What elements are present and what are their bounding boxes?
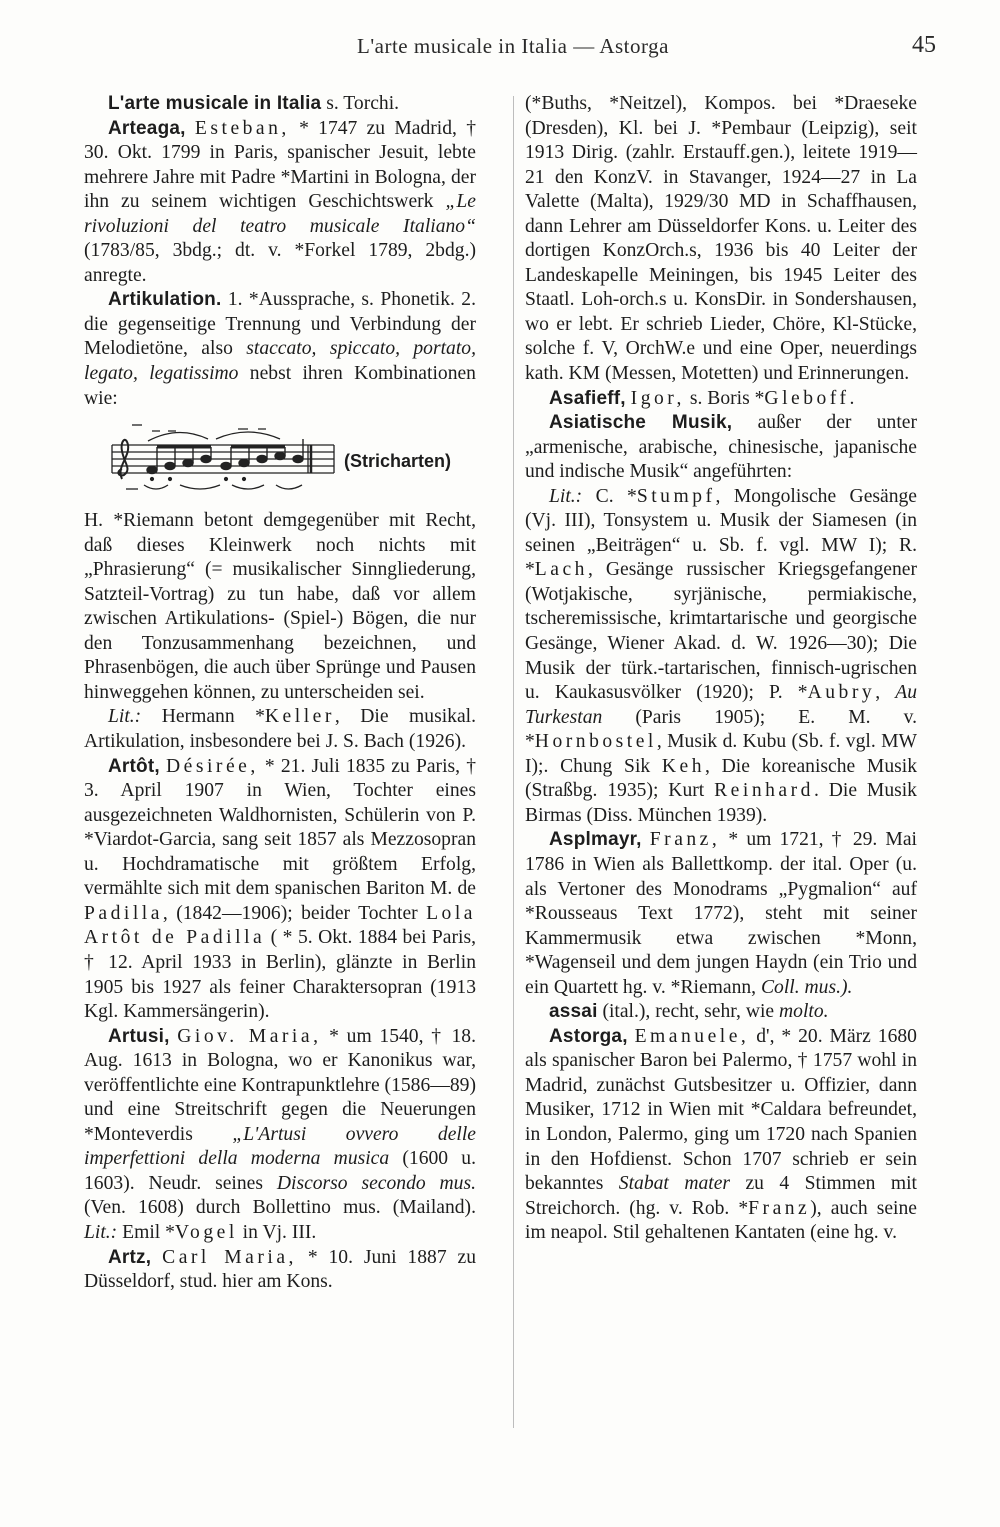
music-example-label: (Stricharten) [344, 450, 452, 471]
entry-text: (1600 u. 1603). Neudr. seines [84, 1148, 476, 1194]
headword-asplmayr: Asplmayr, [549, 829, 642, 851]
spaced-name: Keh [661, 755, 706, 777]
entry-text: außer der unter „armenische, arabische, chinesische, japanische und indische Musik“ angeführten: [525, 412, 917, 483]
headword-arte-musicale: L'arte musicale in Italia [108, 93, 322, 114]
headword-asiatische-musik: Asiatische Musik, [549, 412, 733, 434]
italic-title: „Le rivoluzioni del teatro musicale Italiano“ [84, 191, 476, 237]
entry-text: zu 4 Stimmen mit Streichorch. (hg. v. Rob. * [525, 1173, 917, 1219]
entry-arteaga [84, 117, 476, 289]
spaced-name: Carl Maria, [162, 1246, 297, 1268]
headword-arteaga: Arteaga, [108, 117, 186, 139]
entry-text: , Die musikal. Artikulation, insbesondere bei J. S. Bach (1926). [84, 706, 476, 753]
entry-text: , Musik d. Kubu (Sb. f. vgl. MW I);. Chung Sik [525, 731, 917, 777]
entry-text: (Ven. 1608) durch Bollettino mus. (Mailand). [84, 1197, 476, 1219]
entry-arte-musicale [84, 92, 476, 117]
spaced-name: Stumpf [636, 485, 716, 507]
headword-assai: assai [549, 1001, 598, 1023]
italic-title: Au Turkestan [525, 682, 917, 728]
entry-artusi [84, 1025, 476, 1246]
entry-text: Hermann * [141, 706, 265, 728]
headword-artot: Artôt, [108, 755, 160, 777]
entry-text: (Paris 1905); E. M. v. * [525, 706, 917, 753]
spaced-name: Gleboff [764, 387, 850, 409]
entry-artz [84, 1246, 476, 1295]
spaced-name: Emanuele, [634, 1025, 750, 1047]
entry-text: . [849, 387, 855, 409]
spaced-name: Padilla [84, 902, 163, 924]
spaced-name: Reinhard [714, 780, 814, 802]
music-example [84, 413, 476, 509]
spaced-name: Franz [748, 1197, 811, 1219]
entry-assai [525, 1000, 917, 1025]
entry-artz-continued: (*Buths, *Neitzel), Kompos. bei *Draeseke (Dresden), Kl. bei J. *Pembaur (Leipzig), seit 1913 Dirig. (zahlr. Erstauff.gen.), leitete 1919—21 den KonzV. in Stavanger, 1924—27 in La Valette (Malta), 1929/30 MD in Schaffhausen, dann Lehrer am Düsseldorfer Kons. u. Leiter des dortigen KonzOrch.s, 1936 bis 40 Leiter der Landeskapelle Meiningen, bis 1945 Leiter des Staatl. Loh-orch.s u. KonsDir. in Sondershausen, wo er lebt. Er schrieb Lieder, Chöre, Kl-Stücke, solche f. V, OrchW.e und eine Oper, neuerdings kath. KM (Messen, Motetten) und Erinnerungen. [525, 93, 917, 385]
entry-text: in Vj. III. [237, 1221, 317, 1243]
entry-text: d', * 20. März 1680 als spanischer Baron bei Palermo, † 1757 wohl in Madrid, zunächst Gutsbesitzer u. Offizier, dann Musiker, 1712 in Wien mit *Caldara befreundet, in London, Palermo, ging um 1720 nach Spanien in den Hofdienst. Schon 1707 schrieb er sein bekanntes [525, 1025, 917, 1195]
italic-title: Stabat mater [618, 1173, 731, 1195]
spaced-name: Hornbostel [534, 731, 657, 753]
spaced-name: Giov. Maria, [177, 1025, 322, 1047]
italic-term: molto. [779, 1001, 829, 1023]
entry-asplmayr [525, 828, 917, 1000]
spaced-name: Franz, [649, 829, 721, 851]
italic-title: Coll. mus.). [760, 976, 853, 998]
entry-text: (1783/85, 3bdg.; dt. v. *Forkel 1789, 2bdg.) anregte. [84, 240, 476, 286]
entry-asafieff [525, 387, 917, 412]
spaced-name: Esteban, [194, 117, 290, 139]
entry-text: Emil * [117, 1221, 175, 1243]
italic-terms: staccato, spiccato, portato, legato, legatissimo [84, 338, 476, 385]
entry-text: * 10. Juni 1887 zu Düsseldorf, stud. hier am Kons. [84, 1246, 476, 1293]
literature-asiatische-musik [525, 485, 917, 829]
headword-artz: Artz, [108, 1246, 152, 1268]
entry-text: ( * 5. Okt. 1884 bei Paris, † 12. April 1933 in Berlin), glänzte in Berlin 1905 bis 1927 als feiner Charaktersopran (1913 Kgl. Kammersängerin). [84, 927, 476, 1023]
entry-text: 1. *Aussprache, s. Phonetik. 2. die gegenseitige Trennung und Verbindung der Melodietöne, also [84, 289, 476, 360]
entry-text: , Die koreanische Musik (Straßbg. 1935); Kurt [525, 755, 917, 802]
headword-artusi: Artusi, [108, 1025, 170, 1047]
entry-text: * um 1721, † 29. Mai 1786 in Wien als Ballettkomp. der ital. Oper (u. als Vertoner des Monodrams „Pygmalion“ auf *Rousseaus Text 1772), steht mit seiner Kammermusik etwa zwischen *Monn, *Wagenseil und dem jungen Haydn (ein Trio und ein Quartett hg. v. *Riemann, [525, 829, 917, 998]
entry-text: nebst ihren Kombinationen wie: [84, 363, 476, 409]
italic-title: „L'Artusi ovvero delle imperfettioni della moderna musica [84, 1123, 476, 1170]
headword-astorga: Astorga, [549, 1025, 628, 1047]
headword-asafieff: Asafieff, [549, 387, 626, 409]
headword-artikulation: Artikulation. [108, 289, 222, 311]
entry-text: s. Torchi. [321, 93, 400, 114]
right-column [525, 92, 917, 1246]
left-column [84, 92, 476, 1295]
entry-text: C. * [582, 485, 637, 507]
music-notation-image [108, 415, 336, 507]
running-head: L'arte musicale in Italia — Astorga [357, 34, 669, 58]
entry-artikulation-continued: H. *Riemann betont demgegenüber mit Recht, daß dieses Kleinwerk noch nichts mit „Phrasierung“ (= musikalischer Sinngliederung, Satzteil-Vortrag) zu tun habe, daß vor allem zwischen Artikulations- (Spiel-) Bögen, die nur den Tonzusammenhang bezeichnen, und Phrasenbögen, die auch über Sprünge und Pausen hinweggehen können, zu unterscheiden sei. [84, 510, 476, 703]
entry-text: * um 1540, † 18. Aug. 1613 in Bologna, wo er Kanonikus war, veröffentlichte eine Kontrapunktlehre (1586—89) und eine Streitschrift gegen die Neuerungen *Monteverdis [84, 1025, 476, 1145]
entry-asiatische-musik [525, 411, 917, 485]
entry-artikulation [84, 288, 476, 411]
entry-text: ), auch seine im neapol. Stil gehaltenen Kantaten (eine hg. v. [525, 1197, 917, 1244]
spaced-name: Lach [534, 559, 588, 581]
entry-text: * 1747 zu Madrid, † 30. Okt. 1799 in Paris, spanischer Jesuit, lebte mehrere Jahre mit Padre *Martini in Bologna, der ihn zu seinem wichtigen Geschichtswerk [84, 117, 476, 213]
lit-label: Lit.: [108, 706, 142, 728]
spaced-name: Aubry [807, 682, 876, 704]
spaced-name: Lola Artôt de Padilla [84, 902, 476, 949]
entry-text: , (1842—1906); beider Tochter [162, 902, 427, 924]
entry-artot [84, 755, 476, 1025]
entry-text: * 21. Juli 1835 zu Paris, † 3. April 1907 in Wien, Tochter eines ausgezeichneten Waldhornisten, Schülerin von P. *Viardot-Garcia, sang seit 1857 als Mezzosopran u. Hochdramatische mit größtem Erfolg, vermählte sich mit dem spanischen Bariton M. de [84, 755, 476, 900]
spaced-name: Désirée, [166, 755, 259, 777]
spaced-name: Keller [264, 706, 335, 728]
entry-text: , Mongolische Gesänge (Vj. III), Tonsystem u. Musik der Siamesen (in seinen „Beiträgen“ u. Sb. f. vgl. MW I); R. * [525, 485, 918, 581]
italic-title: Discorso secondo mus. [276, 1172, 476, 1194]
page-header [90, 34, 936, 68]
entry-text: s. Boris * [684, 387, 765, 409]
entry-text: , Gesänge russischer Kriegsgefangener (Wotjakische, syrjänische, permiakische, tscheremissische, krimtartarische und georgische Gesänge, Wiener Akad. d. W. 1926—30); Die Musik der türk.-tartarischen, finnisch-ugrischen u. Kaukasusvölker (1920); P. * [525, 559, 917, 704]
literature-artikulation [84, 705, 476, 754]
spaced-name: Vogel [174, 1221, 238, 1243]
entry-text: . Die Musik Birmas (Diss. München 1939). [525, 780, 917, 826]
entry-astorga [525, 1025, 917, 1246]
entry-text: , [875, 682, 896, 704]
page-number: 45 [912, 32, 936, 58]
column-divider [513, 96, 514, 1428]
lit-label: Lit.: [549, 485, 583, 507]
entry-text: (ital.), recht, sehr, wie [597, 1001, 780, 1023]
lit-label: Lit.: [84, 1221, 118, 1243]
spaced-name: Igor, [630, 387, 685, 409]
